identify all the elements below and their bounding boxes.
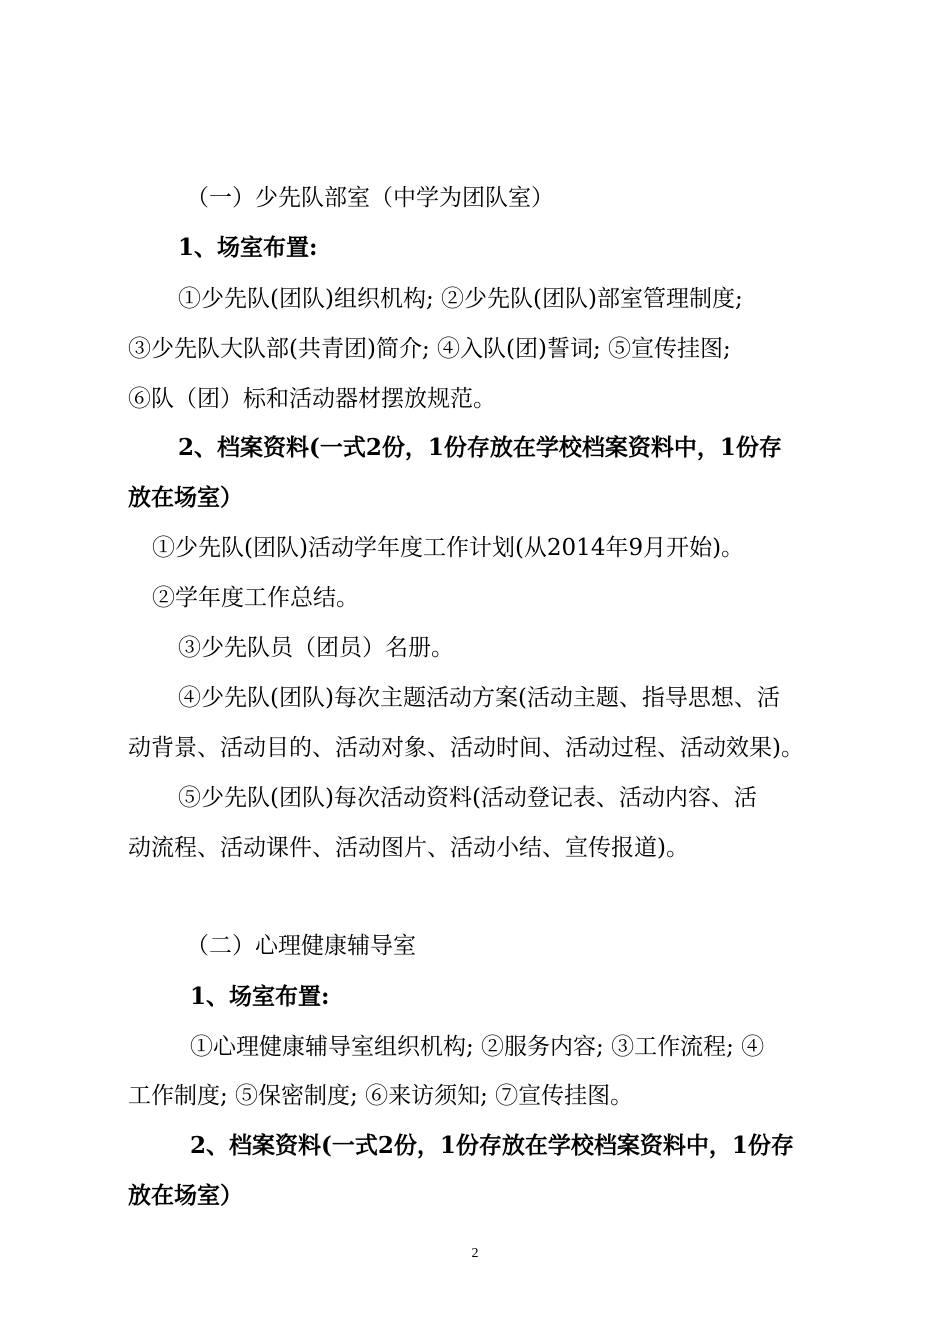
list-item: ④少先队(团队)每次主题活动方案(活动主题、指导思想、活 [178,685,780,711]
paragraph-line: 工作制度; ⑤保密制度; ⑥来访须知; ⑦宣传挂图。 [128,1083,634,1109]
list-item: ②学年度工作总结。 [152,585,359,611]
list-item: 动流程、活动课件、活动图片、活动小结、宣传报道)。 [128,835,689,861]
list-item: ①少先队(团队)活动学年度工作计划(从2014年9月开始)。 [152,535,745,561]
subsection-title: 1、场室布置: [178,234,318,261]
subsection-title: 1、场室布置: [190,983,330,1010]
subsection-title: 2、档案资料(一式2份，1份存放在学校档案资料中，1份存 [190,1132,794,1159]
list-item: 动背景、活动目的、活动对象、活动时间、活动过程、活动效果)。 [128,735,804,761]
section-heading: （二）心理健康辅导室 [186,933,416,959]
list-item: ⑤少先队(团队)每次活动资料(活动登记表、活动内容、活 [178,785,757,811]
page-number: 2 [471,1246,479,1261]
paragraph-line: ③少先队大队部(共青团)简介; ④入队(团)誓词; ⑤宣传挂图; [128,336,731,362]
subsection-title: 放在场室） [128,1182,243,1209]
paragraph-line: ①少先队(团队)组织机构; ②少先队(团队)部室管理制度; [178,286,743,312]
section-heading: （一）少先队部室（中学为团队室） [186,185,554,211]
list-item: ③少先队员（团员）名册。 [178,635,454,661]
subsection-title: 2、档案资料(一式2份，1份存放在学校档案资料中，1份存 [178,434,782,461]
subsection-title: 放在场室） [128,484,243,511]
paragraph-line: ⑥队（团）标和活动器材摆放规范。 [128,386,496,412]
paragraph-line: ①心理健康辅导室组织机构; ②服务内容; ③工作流程; ④ [190,1034,765,1060]
